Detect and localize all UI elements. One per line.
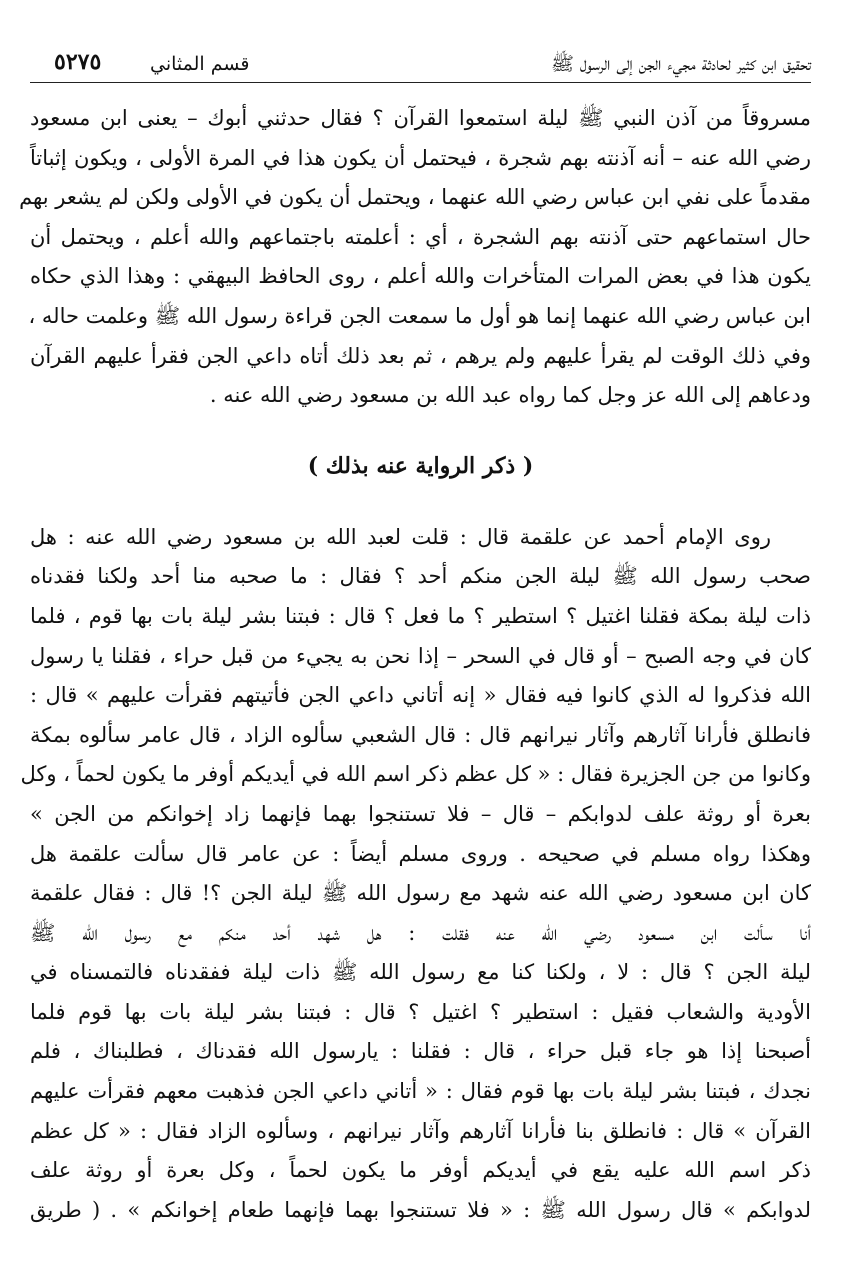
text-line: مقدماً على نفي ابن عباس رضي الله عنهما ، ويحتمل أن يكون في الأولى ولكن لم يشعر بهم bbox=[19, 185, 811, 210]
text-line: فانطلق فأرانا آثارهم وآثار نيرانهم قال : قال الشعبي سألوه الزاد ، قال عامر سألوه بمكة bbox=[30, 722, 811, 747]
text-line: وفي ذلك الوقت لم يقرأ عليهم ولم يرهم ، ثم بعد ذلك أتاه داعي الجن فقرأ عليهم القرآن bbox=[30, 343, 811, 368]
text-line: بعرة أو روثة علف لدوابكم – قال – فلا تستنجوا بهما فإنهما زاد إخوانكم من الجن » bbox=[30, 801, 811, 826]
text-line: مسروقاً من آذن النبي ﷺ ليلة استمعوا القرآن ؟ فقال حدثني أبوك – يعنى ابن مسعود bbox=[30, 106, 811, 130]
text-line: روى الإمام أحمد عن علقمة قال : قلت لعبد الله بن مسعود رضي الله عنه : هل bbox=[30, 524, 771, 549]
text-line: ليلة الجن ؟ قال : لا ، ولكنا كنا مع رسول الله ﷺ ذات ليلة ففقدناه فالتمسناه في bbox=[30, 960, 811, 985]
text-line: أصبحنا إذا هو جاء قبل حراء ، قال : فقلنا : يارسول الله فقدناك ، فطلبناك ، فلم bbox=[30, 1039, 811, 1064]
section-name: قسم المثاني bbox=[150, 53, 250, 75]
paragraph-opening bbox=[19, 99, 811, 416]
section-heading: ( ذكر الرواية عنه بذلك ) bbox=[307, 452, 534, 479]
text-line: وهكذا رواه مسلم في صحيحه . وروى مسلم أيضاً : عن عامر قال سألت علقمة هل bbox=[30, 841, 811, 866]
text-line: رضي الله عنه – أنه آذنته بهم شجرة ، فيحتمل أن يكون هذا في المرة الأولى ، ويكون إثباتاً bbox=[30, 145, 811, 170]
text-line: حال استماعهم حتى آذنته بهم الشجرة ، أي : أعلمته باجتماعهم والله أعلم ، ويحتمل أن bbox=[30, 224, 811, 249]
text-line: ودعاهم إلى الله عز وجل كما رواه عبد الله بن مسعود رضي الله عنه . bbox=[209, 383, 811, 408]
text-line: نجدك ، فبتنا بشر ليلة بات بها قوم فقال : « أتاني داعي الجن فذهبت معهم فقرأت عليهم bbox=[30, 1079, 811, 1104]
text-line: الأودية والشعاب فقيل : استطير ؟ اغتيل ؟ قال : فبتنا بشر ليلة بات بها قوم فلما bbox=[30, 999, 811, 1024]
text-line: ذات ليلة بمكة فقلنا اغتيل ؟ استطير ؟ ما فعل ؟ قال : فبتنا بشر ليلة بات بها قوم ، فلما bbox=[30, 603, 811, 628]
text-line: كان ابن مسعود رضي الله عنه شهد مع رسول الله ﷺ ليلة الجن ؟! قال : فقال علقمة bbox=[30, 881, 811, 906]
text-line: لدوابكم » قال رسول الله ﷺ : « فلا تستنجوا بهما فإنهما طعام إخوانكم » . ( طريق bbox=[30, 1197, 811, 1222]
text-line: صحب رسول الله ﷺ ليلة الجن منكم أحد ؟ فقال : ما صحبه منا أحد ولكنا فقدناه bbox=[30, 564, 811, 589]
running-title: تحقيق ابن كثير لحادثة مجيء الجن إلى الرسول ﷺ bbox=[550, 53, 811, 75]
text-line: يكون هذا في بعض المرات المتأخرات والله أعلم ، روى الحافظ البيهقي : وهذا الذي حكاه bbox=[30, 264, 811, 289]
text-line: ابن عباس رضي الله عنهما إنما هو أول ما سمعت الجن قراءة رسول الله ﷺ وعلمت حاله ، bbox=[28, 303, 811, 328]
text-line: القرآن » قال : فانطلق بنا فأرانا آثارهم وآثار نيرانهم ، وسألوه الزاد فقال : « كل عظم bbox=[30, 1118, 811, 1143]
paragraph-narration bbox=[20, 518, 811, 1231]
text-line: أنا سألت ابن مسعود رضي الله عنه فقلت : هل شهد أحد منكم مع رسول الله ﷺ bbox=[30, 920, 811, 945]
text-line: الله فذكروا له الذي كانوا فيه فقال « إنه أتاني داعي الجن فأتيتهم فقرأت عليهم » قال : bbox=[30, 683, 811, 708]
text-line: وكانوا من جن الجزيرة فقال : « كل عظم ذكر اسم الله في أيديكم أوفر ما يكون لحماً ، وكل bbox=[20, 762, 811, 787]
page-header bbox=[30, 48, 811, 83]
text-line: كان في وجه الصبح – أو قال في السحر – إذا نحن به يجيء من قبل حراء ، فقلنا يا رسول bbox=[30, 643, 811, 668]
page-number: ٥٢٧٥ bbox=[54, 49, 102, 75]
text-line: ذكر اسم الله عليه يقع في أيديكم أوفر ما يكون لحماً ، وكل بعرة أو روثة علف bbox=[30, 1158, 811, 1183]
